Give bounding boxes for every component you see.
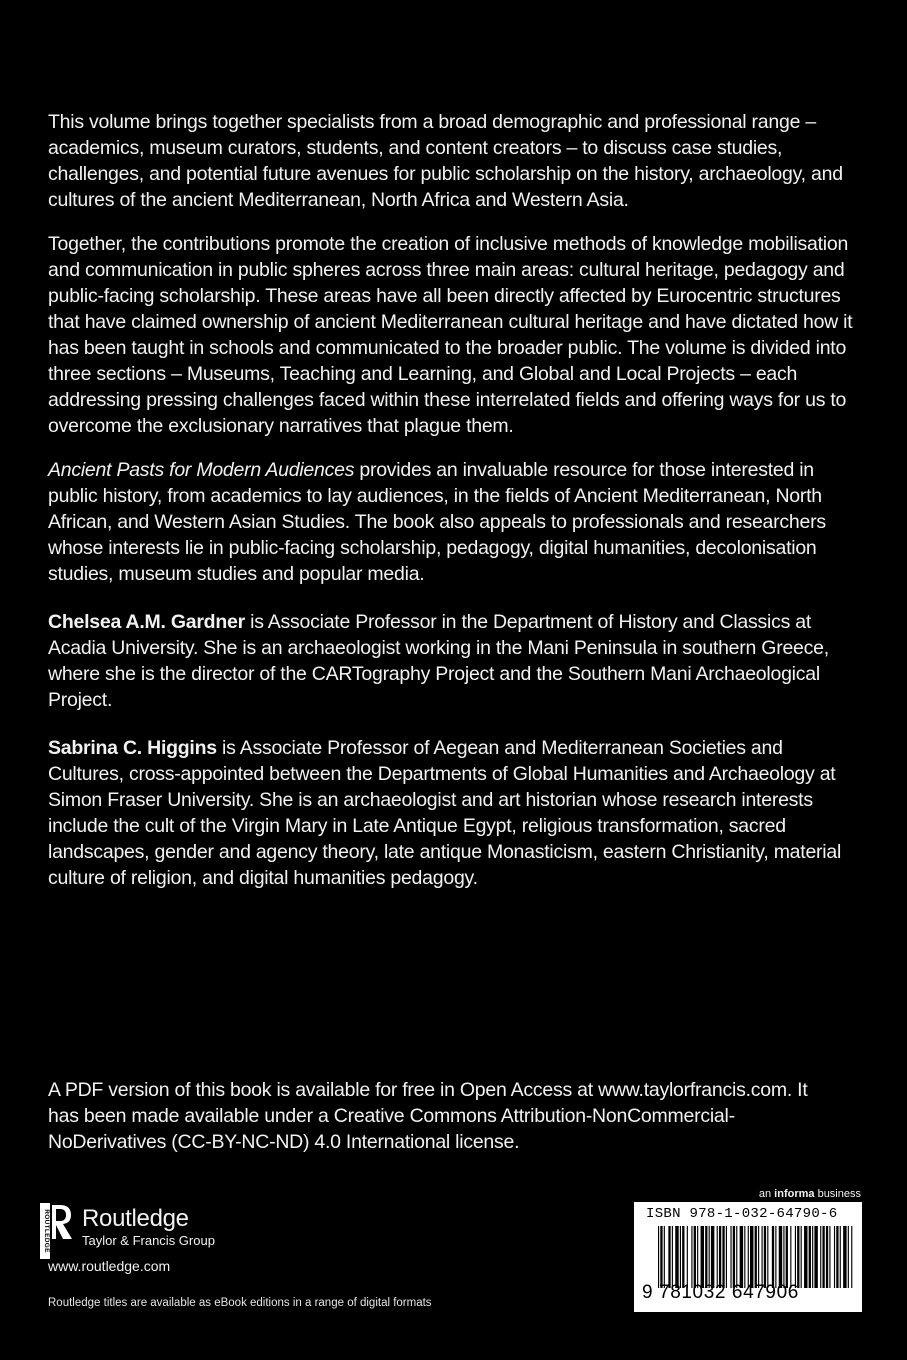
blurb-paragraph-3 [48, 457, 863, 587]
barcode-bar [762, 1226, 763, 1288]
informa-tagline [759, 1188, 861, 1200]
open-access-notice: A PDF version of this book is available for free in Open Access at www.taylorfrancis.com. It has been made available under a Creative Commons Attribution-NonCommercial-NoDerivatives (CC-BY-NC-ND) 4.0 International license. [48, 1079, 808, 1153]
barcode-bar [682, 1226, 684, 1288]
barcode-bar [736, 1226, 737, 1288]
informa-suffix: business [814, 1188, 861, 1200]
barcode-bar [812, 1226, 813, 1288]
barcode-bar [797, 1226, 799, 1288]
barcode-bar [795, 1226, 796, 1288]
barcode-bar [717, 1226, 718, 1288]
barcode-bar [820, 1226, 821, 1288]
barcode-bar [680, 1226, 681, 1288]
barcode-bar [767, 1226, 768, 1288]
barcode-bar [668, 1226, 670, 1288]
barcode-bar [675, 1226, 678, 1288]
barcode-bar [779, 1226, 782, 1288]
isbn-barcode [634, 1202, 862, 1312]
isbn-label: ISBN 978-1-032-64790-6 [646, 1206, 838, 1222]
barcode-bar [701, 1226, 704, 1288]
author-bio-1-text: is Associate Professor in the Department of History and Classics at Acadia University. She is an archaeologist working in the Mani Peninsula in southern Greece, where she is the director of the CARTography Project and the Southern Mani Archaeological Project. [48, 611, 829, 711]
barcode-bar [660, 1226, 662, 1288]
barcode-bar [730, 1226, 731, 1288]
blurb-paragraph-1: This volume brings together specialists from a broad demographic and professional range – academics, museum curators, students, and content creators – to discuss case studies, challenges, and potential future avenues for public scholarship on the history, archaeology, and cultures of the ancient Mediterranean, North Africa and Western Asia. [48, 111, 843, 211]
barcode-bar [801, 1226, 802, 1288]
barcode-bar [722, 1226, 724, 1288]
barcode-bar [664, 1226, 665, 1288]
barcode-bar [786, 1226, 788, 1288]
barcode-bar [826, 1226, 828, 1288]
barcode-bars [658, 1226, 853, 1288]
routledge-logo [40, 1203, 215, 1259]
barcode-bar [705, 1226, 707, 1288]
barcode-bar [755, 1226, 757, 1288]
author-name-2: Sabrina C. Higgins [48, 737, 217, 759]
author-bio-1 [48, 609, 863, 713]
barcode-bar [834, 1226, 835, 1288]
informa-brand: informa [774, 1188, 815, 1200]
barcode-bar [809, 1226, 811, 1288]
barcode-bar [744, 1226, 745, 1288]
routledge-r-icon [40, 1203, 74, 1259]
barcode-bar [836, 1226, 838, 1288]
barcode-bar [687, 1226, 688, 1288]
barcode-bar [748, 1226, 749, 1288]
author-name-1: Chelsea A.M. Gardner [48, 611, 245, 633]
barcode-bar [848, 1226, 849, 1288]
back-cover-blurb [48, 109, 863, 913]
barcode-bar [672, 1226, 673, 1288]
routledge-vertical-text: ROUTLEDGE [43, 1209, 50, 1253]
author-bio-2 [48, 735, 863, 891]
barcode-bar [851, 1226, 852, 1288]
barcode-bar [709, 1226, 710, 1288]
routledge-wordmark [82, 1205, 215, 1249]
barcode-bar [740, 1226, 743, 1288]
author-bio-2-text: is Associate Professor of Aegean and Mediterranean Societies and Cultures, cross-appointed between the Departments of Global Humanities and Archaeology at Simon Fraser University. She is an archaeologist and art historian whose research interests include the cult of the Virgin Mary in Late Antique Egypt, religious transformation, sacred landscapes, gender and agency theory, late antique Monasticism, eastern Christianity, material culture of religion, and digital humanities pedagogy. [48, 737, 842, 889]
barcode-bar [804, 1226, 807, 1288]
isbn-digits: 9 781032 647906 [642, 1282, 799, 1303]
barcode-bar [775, 1226, 776, 1288]
book-title: Ancient Pasts for Modern Audiences [48, 459, 355, 481]
barcode-bar [783, 1226, 784, 1288]
barcode-bar [711, 1226, 714, 1288]
barcode-bar [694, 1226, 696, 1288]
barcode-bar [697, 1226, 698, 1288]
barcode-bar [726, 1226, 727, 1288]
barcode-bar [814, 1226, 817, 1288]
barcode-bar [822, 1226, 824, 1288]
barcode-bar [719, 1226, 721, 1288]
barcode-bar [790, 1226, 791, 1288]
barcode-bar [658, 1226, 659, 1288]
barcode-bar [758, 1226, 759, 1288]
barcode-bar [764, 1226, 766, 1288]
barcode-bar [772, 1226, 774, 1288]
informa-prefix: an [758, 1188, 775, 1200]
publisher-url[interactable]: www.routledge.com [48, 1258, 171, 1274]
publisher-group: Taylor & Francis Group [82, 1233, 215, 1248]
barcode-bar [843, 1226, 846, 1288]
blurb-paragraph-3-text: provides an invaluable resource for those interested in public history, from academics to lay audiences, in the fields of Ancient Mediterranean, North African, and Western Asian Studies. The book also appeals to professionals and researchers whose interests lie in public-facing scholarship, pedagogy, digital humanities, decolonisation studies, museum studies and popular media. [48, 459, 826, 585]
barcode-bar [829, 1226, 830, 1288]
ebook-footnote: Routledge titles are available as eBook editions in a range of digital formats [48, 1297, 432, 1309]
blurb-paragraph-2: Together, the contributions promote the creation of inclusive methods of knowledge mobilisation and communication in public spheres across three main areas: cultural heritage, pedagogy and public-facing scholarship. These areas have all been directly affected by Eurocentric structures that have claimed ownership of ancient Mediterranean cultural heritage and have dictated how it has been taught in schools and communicated to the broader public. The volume is divided into three sections – Museums, Teaching and Learning, and Global and Local Projects – each addressing pressing challenges faced within these interrelated fields and offering ways for us to overcome the exclusionary narratives that plague them. [48, 233, 853, 437]
barcode-bar [840, 1226, 841, 1288]
barcode-bar [733, 1226, 735, 1288]
publisher-name: Routledge [82, 1205, 189, 1232]
barcode-bar [750, 1226, 753, 1288]
barcode-bar [691, 1226, 692, 1288]
